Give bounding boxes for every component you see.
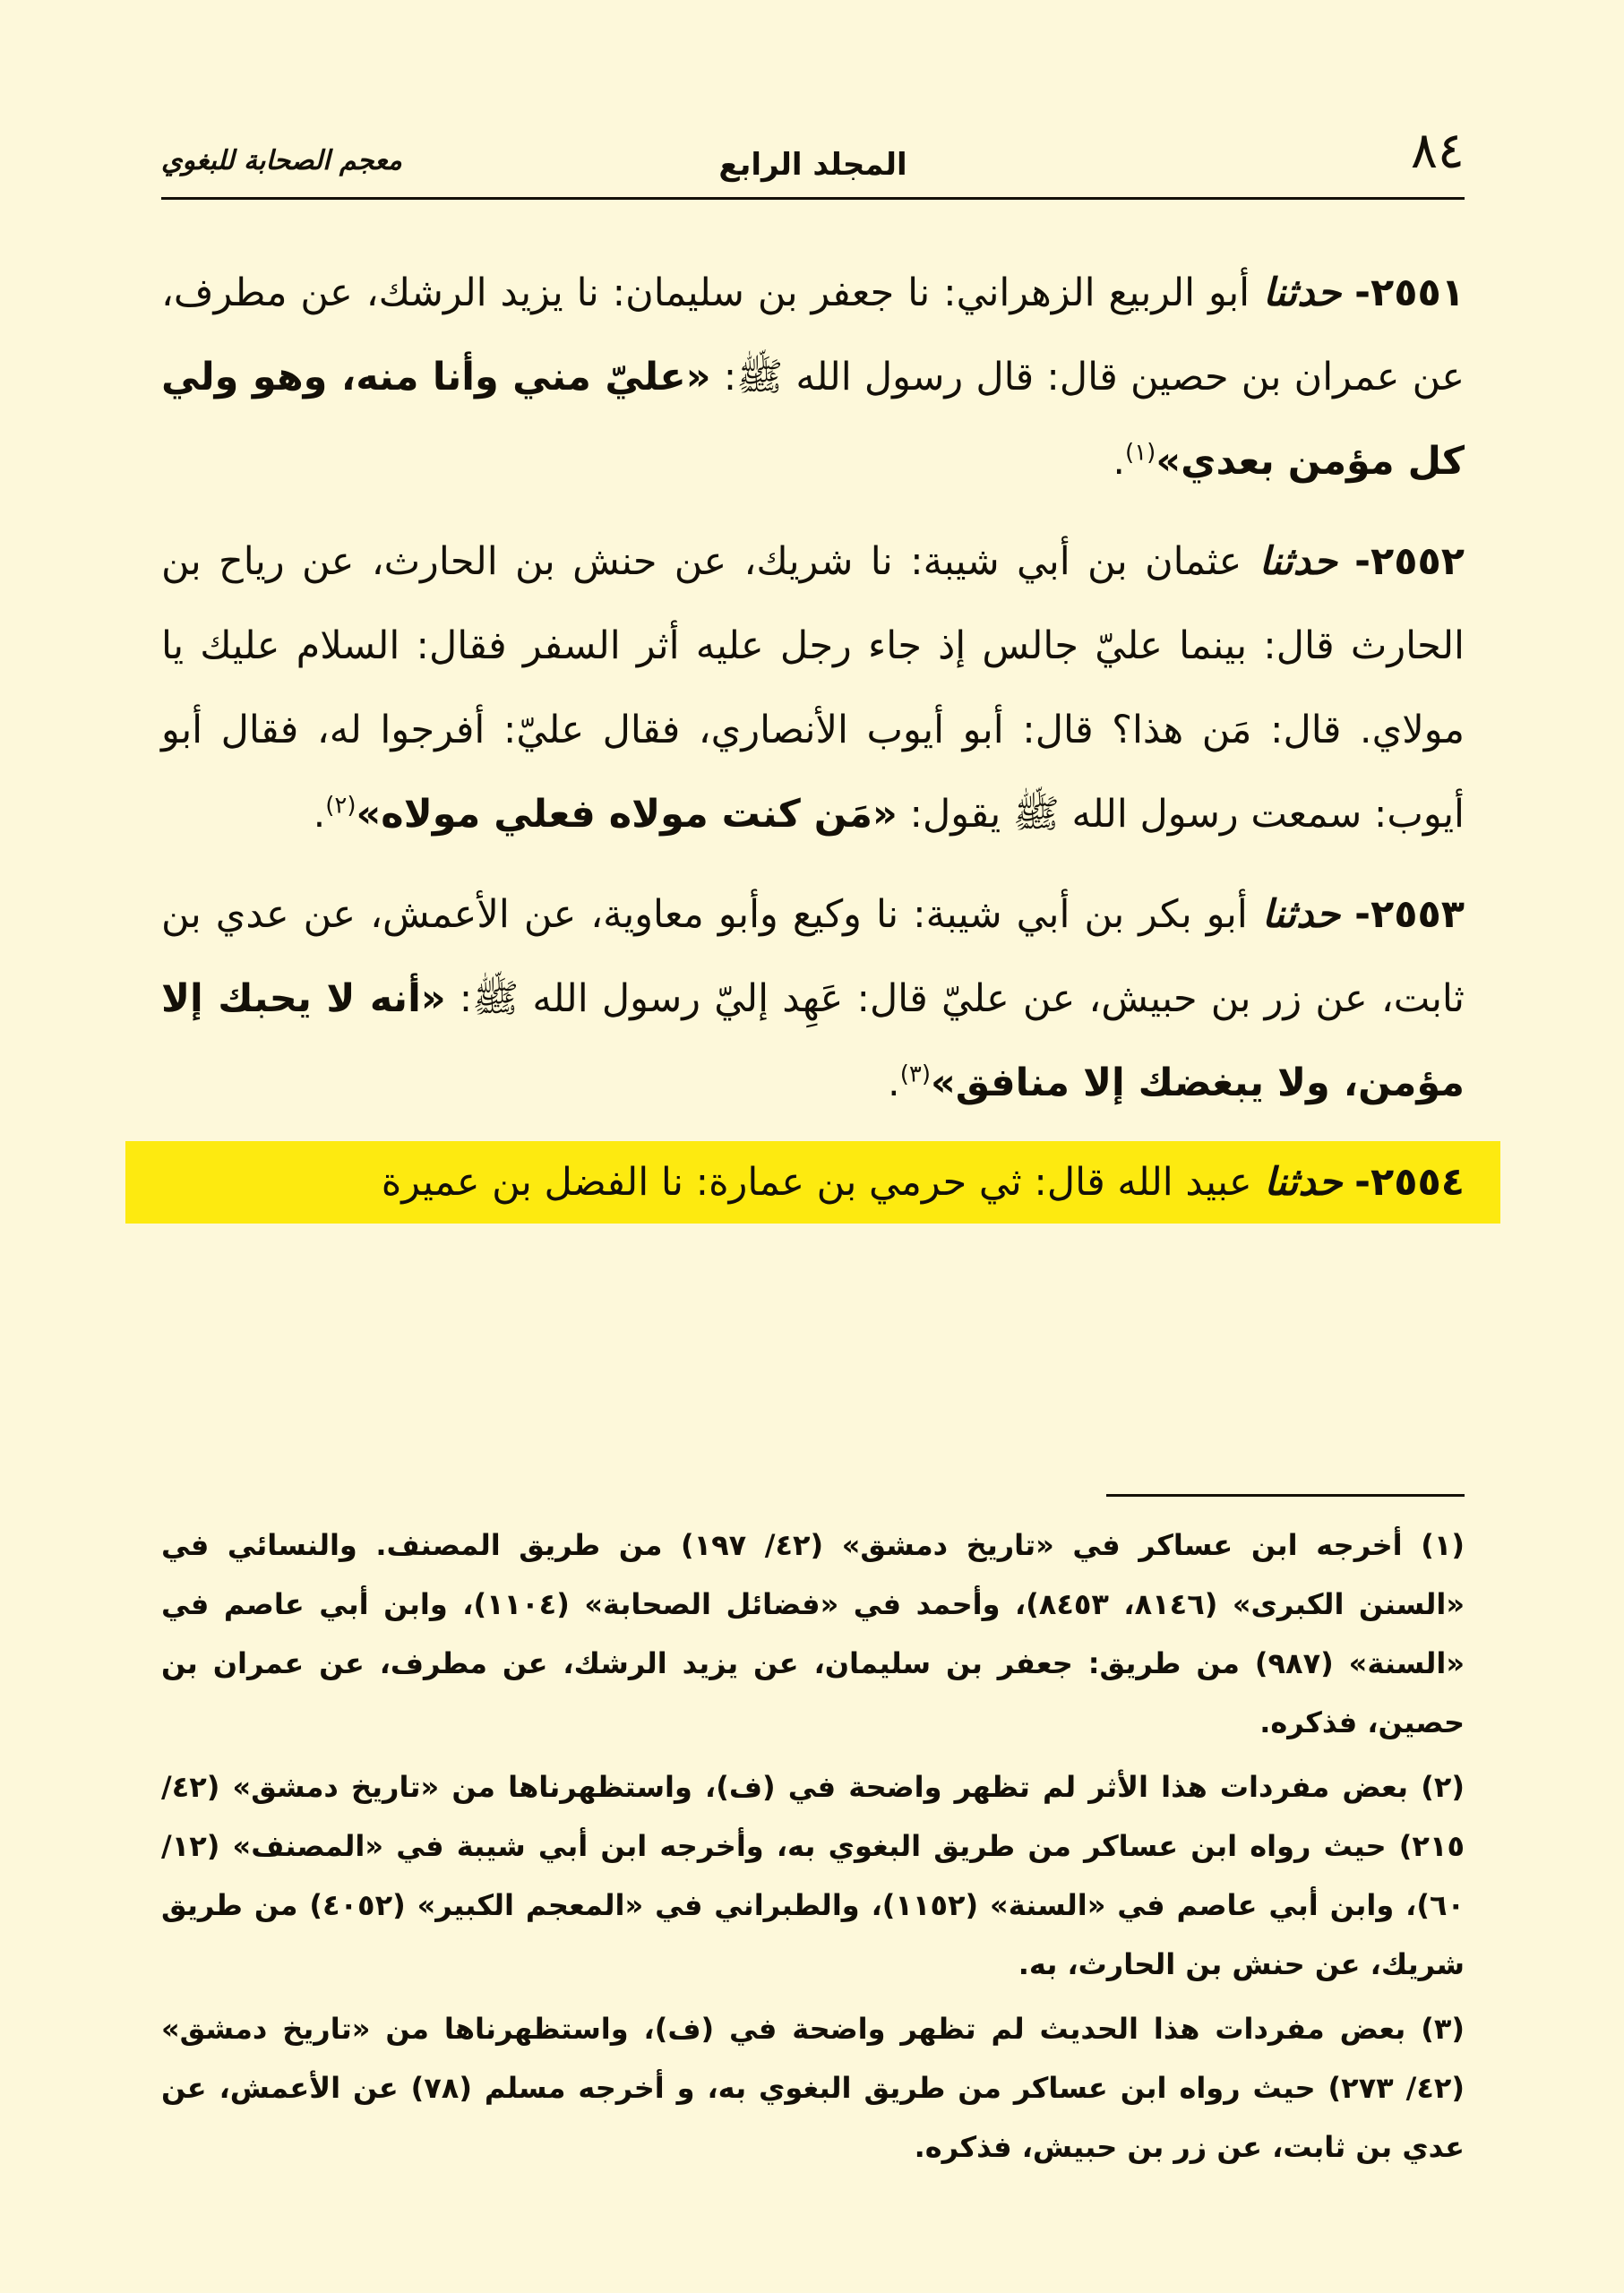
- footnote-number: (٢): [1421, 1770, 1465, 1804]
- highlighted-hadith-entry: [125, 1141, 1500, 1224]
- hadith-quote: «مَن كنت مولاه فعلي مولاه»: [356, 792, 898, 837]
- footnote-text: بعض مفردات هذا الحديث لم تظهر واضحة في (ف)، واستظهرناها من «تاريخ دمشق» (٤٢/ ٢٧٣) حيث رواه ابن عساكر من طريق البغوي به، و أخرجه مسلم (٧٨) عن الأعمش، عن عدي بن ثابت، عن زر بن حبيش، فذكره.: [161, 2012, 1465, 2164]
- book-page: [161, 107, 1465, 2212]
- hadith-end: .: [313, 792, 326, 837]
- footnote: [161, 1516, 1465, 1752]
- hadith-quote: «أنه لا يحبك إلا مؤمن، ولا يبغضك إلا منافق»: [161, 976, 1465, 1105]
- footnote-text: بعض مفردات هذا الأثر لم تظهر واضحة في (ف)، واستظهرناها من «تاريخ دمشق» (٤٢/ ٢١٥) حيث رواه ابن عساكر من طريق البغوي به، وأخرجه ابن أبي شيبة في «المصنف» (١٢/ ٦٠)، وابن أبي عاصم في «السنة» (١١٥٢)، والطبراني في «المعجم الكبير» (٤٠٥٢) من طريق شريك، عن حنش بن الحارث، به.: [161, 1770, 1465, 1981]
- hadith-entry: [161, 520, 1465, 856]
- footnote: [161, 1757, 1465, 1994]
- footnote-number: (٣): [1421, 2012, 1465, 2046]
- hadith-chain: عثمان بن أبي شيبة: نا شريك، عن حنش بن الحارث، عن رياح بن الحارث قال: بينما عليّ جالس إذ جاء رجل عليه أثر السفر فقال: السلام عليك يا مولاي. قال: مَن هذا؟ قال: أبو أيوب الأنصاري، فقال عليّ: أفرجوا له، فقال أبو أيوب: سمعت رسول الله ﷺ يقول:: [161, 539, 1465, 837]
- footnote: [161, 1999, 1465, 2177]
- footnote-marker[interactable]: (١): [1125, 439, 1156, 467]
- footnote-marker[interactable]: (٢): [325, 792, 357, 820]
- header-rule: [161, 197, 1465, 200]
- footnote-separator: [1106, 1494, 1465, 1497]
- hadith-opening-word: حدثنا: [1261, 892, 1341, 937]
- hadith-number: ٢٥٥٣-: [1354, 892, 1465, 937]
- hadith-entry: [161, 251, 1465, 503]
- hadith-number: ٢٥٥٢-: [1354, 539, 1465, 584]
- hadith-chain: أبو الربيع الزهراني: نا جعفر بن سليمان: نا يزيد الرشك، عن مطرف، عن عمران بن حصين قال: قال رسول الله ﷺ:: [161, 271, 1465, 399]
- footnote-text: أخرجه ابن عساكر في «تاريخ دمشق» (٤٢/ ١٩٧) من طريق المصنف. والنسائي في «السنن الكبرى» (٨١٤٦، ٨٤٥٣)، وأحمد في «فضائل الصحابة» (١١٠٤)، وابن أبي عاصم في «السنة» (٩٨٧) من طريق: جعفر بن سليمان، عن يزيد الرشك، عن مطرف، عن عمران بن حصين، فذكره.: [161, 1528, 1465, 1739]
- hadith-list: [161, 251, 1465, 1240]
- hadith-end: .: [888, 1061, 900, 1105]
- footnotes: [161, 1516, 1465, 2182]
- footnote-marker[interactable]: (٣): [899, 1061, 931, 1088]
- page-header: [161, 107, 1465, 197]
- hadith-entry: [161, 872, 1465, 1125]
- hadith-quote: «عليّ مني وأنا منه، وهو ولي كل مؤمن بعدي»: [161, 355, 1465, 484]
- running-title: المجلد الرابع: [718, 147, 907, 183]
- book-title: معجم الصحابة للبغوي: [161, 145, 402, 176]
- hadith-end: .: [1113, 439, 1126, 484]
- hadith-opening-word: حدثنا: [1263, 271, 1342, 315]
- footnote-number: (١): [1421, 1528, 1465, 1562]
- page-number: ٨٤: [1410, 122, 1465, 180]
- hadith-chain: أبو بكر بن أبي شيبة: نا وكيع وأبو معاوية، عن الأعمش، عن عدي بن ثابت، عن زر بن حبيش، عن عليّ قال: عَهِد إليّ رسول الله ﷺ:: [161, 892, 1465, 1021]
- hadith-number: ٢٥٥٤-: [1354, 1160, 1465, 1205]
- hadith-opening-word: حدثنا: [1264, 1160, 1343, 1205]
- hadith-number: ٢٥٥١-: [1354, 271, 1465, 315]
- hadith-opening-word: حدثنا: [1259, 539, 1337, 584]
- hadith-chain: عبيد الله قال: ثي حرمي بن عمارة: نا الفضل بن عميرة: [381, 1160, 1252, 1205]
